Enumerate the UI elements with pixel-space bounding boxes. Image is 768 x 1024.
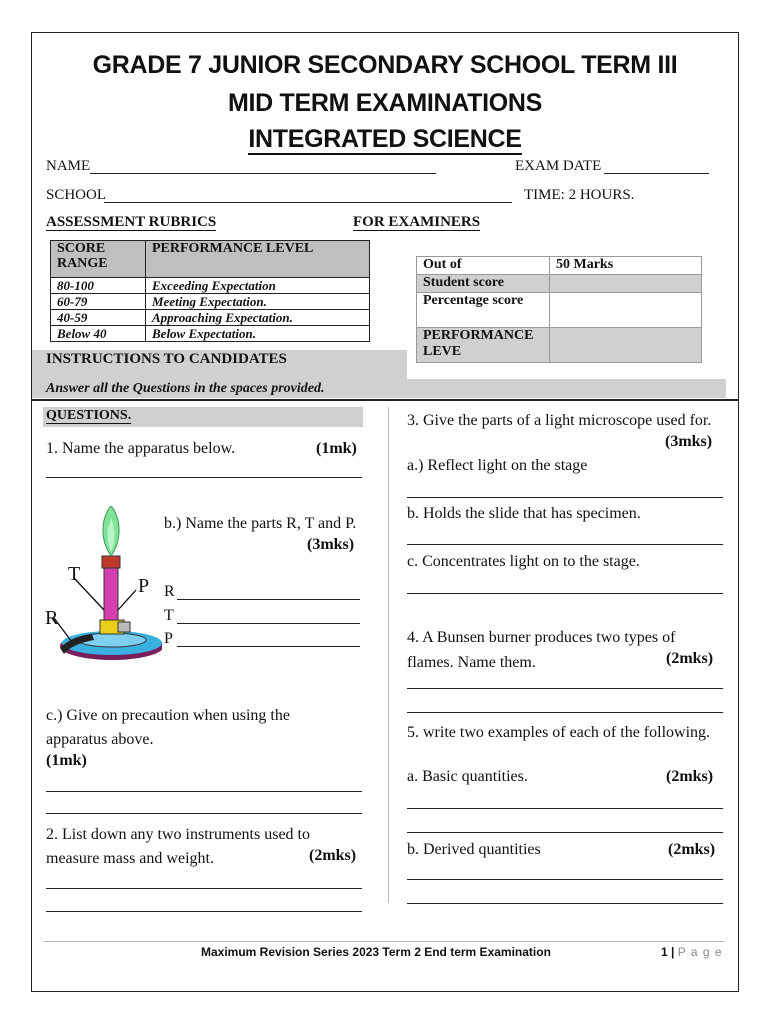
school-field[interactable] bbox=[104, 202, 512, 203]
answer-line[interactable] bbox=[407, 497, 723, 498]
question-5a-marks: (2mks) bbox=[666, 768, 714, 785]
part-p-field[interactable] bbox=[177, 646, 360, 647]
part-p-label: P bbox=[164, 630, 173, 647]
rubric-range: 80-100 bbox=[51, 278, 146, 294]
out-of-label: Out of bbox=[417, 257, 550, 275]
question-3: 3. Give the parts of a light microscope used for. bbox=[407, 412, 712, 429]
percentage-score-value[interactable] bbox=[550, 293, 702, 328]
page-number-value: 1 bbox=[661, 945, 668, 959]
page-number-sep: | bbox=[671, 945, 675, 959]
question-1-marks: (1mk) bbox=[316, 440, 357, 457]
instructions-title: INSTRUCTIONS TO CANDIDATES bbox=[46, 351, 287, 367]
answer-line[interactable] bbox=[46, 477, 362, 478]
question-5: 5. write two examples of each of the following. bbox=[407, 724, 711, 741]
page-word: P a g e bbox=[677, 945, 723, 959]
examiner-table bbox=[416, 256, 702, 363]
answer-line[interactable] bbox=[407, 832, 723, 833]
question-4-marks: (2mks) bbox=[666, 650, 714, 667]
rubric-level: Meeting Expectation. bbox=[146, 294, 370, 310]
question-2: 2. List down any two instruments used to measure mass and weight. bbox=[46, 826, 310, 867]
part-t-field[interactable] bbox=[177, 623, 360, 624]
question-5b: b. Derived quantities bbox=[407, 841, 541, 858]
percentage-score-label: Percentage score bbox=[417, 293, 550, 328]
student-score-value[interactable] bbox=[550, 275, 702, 293]
section-divider bbox=[31, 399, 739, 401]
rubric-range: 40-59 bbox=[51, 310, 146, 326]
out-of-value: 50 Marks bbox=[550, 257, 702, 275]
questions-title-text: QUESTIONS. bbox=[46, 408, 132, 423]
examiners-title bbox=[353, 214, 480, 231]
rubric-level: Below Expectation. bbox=[146, 326, 370, 342]
answer-line[interactable] bbox=[407, 879, 723, 880]
rubric-title-text: ASSESSMENT RUBRICS bbox=[46, 214, 217, 230]
exam-title-line1: GRADE 7 JUNIOR SECONDARY SCHOOL TERM III bbox=[92, 51, 678, 79]
rubric-table bbox=[50, 240, 370, 342]
part-t-label: T bbox=[164, 607, 174, 624]
question-4: 4. A Bunsen burner produces two types of flames. Name them. bbox=[407, 629, 676, 671]
part-r-label: R bbox=[164, 583, 175, 600]
footer-rule bbox=[44, 941, 724, 942]
part-r-field[interactable] bbox=[177, 599, 360, 600]
rubric-range: 60-79 bbox=[51, 294, 146, 310]
question-1b-marks: (3mks) bbox=[307, 536, 355, 553]
student-score-label: Student score bbox=[417, 275, 550, 293]
name-field[interactable] bbox=[90, 173, 436, 174]
rubric-col-level: PERFORMANCE LEVEL bbox=[146, 241, 370, 278]
rubric-title bbox=[46, 214, 216, 231]
answer-line[interactable] bbox=[407, 593, 723, 594]
answer-line[interactable] bbox=[46, 911, 362, 912]
question-1c-marks: (1mk) bbox=[46, 752, 87, 769]
answer-line[interactable] bbox=[407, 903, 723, 904]
rubric-level: Approaching Expectation. bbox=[146, 310, 370, 326]
performance-level-value[interactable] bbox=[550, 328, 702, 363]
rubric-col-score: SCORE RANGE bbox=[51, 241, 146, 278]
answer-line[interactable] bbox=[407, 712, 723, 713]
subject-title bbox=[32, 125, 738, 154]
diagram-label-r: R bbox=[45, 607, 59, 629]
examiners-title-text: FOR EXAMINERS bbox=[353, 214, 481, 230]
time-label: TIME: 2 HOURS. bbox=[524, 187, 635, 203]
question-2-marks: (2mks) bbox=[309, 847, 357, 864]
answer-line[interactable] bbox=[407, 808, 723, 809]
performance-level-label: PERFORMANCE LEVE bbox=[417, 328, 550, 363]
question-3c: c. Concentrates light on to the stage. bbox=[407, 553, 640, 570]
answer-line[interactable] bbox=[46, 888, 362, 889]
answer-line[interactable] bbox=[46, 813, 362, 814]
question-1c: c.) Give on precaution when using the apparatus above. bbox=[46, 707, 290, 748]
name-label: NAME bbox=[46, 158, 91, 174]
subject-text: INTEGRATED SCIENCE bbox=[248, 125, 522, 153]
exam-date-label: EXAM DATE bbox=[515, 158, 602, 174]
question-5b-marks: (2mks) bbox=[668, 841, 716, 858]
instructions-text: Answer all the Questions in the spaces provided. bbox=[46, 381, 325, 396]
diagram-label-p: P bbox=[138, 575, 150, 597]
exam-page bbox=[31, 32, 739, 992]
question-1b: b.) Name the parts R, T and P. bbox=[164, 515, 357, 532]
answer-line[interactable] bbox=[46, 791, 362, 792]
diagram-label-t: T bbox=[68, 563, 81, 585]
school-label: SCHOOL bbox=[46, 187, 107, 203]
footer-text: Maximum Revision Series 2023 Term 2 End term Examination bbox=[201, 945, 551, 959]
exam-title-line2: MID TERM EXAMINATIONS bbox=[227, 89, 543, 117]
rubric-range: Below 40 bbox=[51, 326, 146, 342]
questions-title bbox=[46, 408, 131, 424]
question-1: 1. Name the apparatus below. bbox=[46, 440, 236, 457]
answer-line[interactable] bbox=[407, 688, 723, 689]
question-3b: b. Holds the slide that has specimen. bbox=[407, 505, 641, 522]
page-number bbox=[661, 945, 723, 959]
answer-line[interactable] bbox=[407, 544, 723, 545]
exam-date-field[interactable] bbox=[604, 173, 709, 174]
question-3-marks: (3mks) bbox=[665, 433, 713, 450]
column-divider bbox=[388, 407, 389, 903]
rubric-level: Exceeding Expectation bbox=[146, 278, 370, 294]
question-5a: a. Basic quantities. bbox=[407, 768, 528, 785]
question-3a: a.) Reflect light on the stage bbox=[407, 457, 588, 474]
